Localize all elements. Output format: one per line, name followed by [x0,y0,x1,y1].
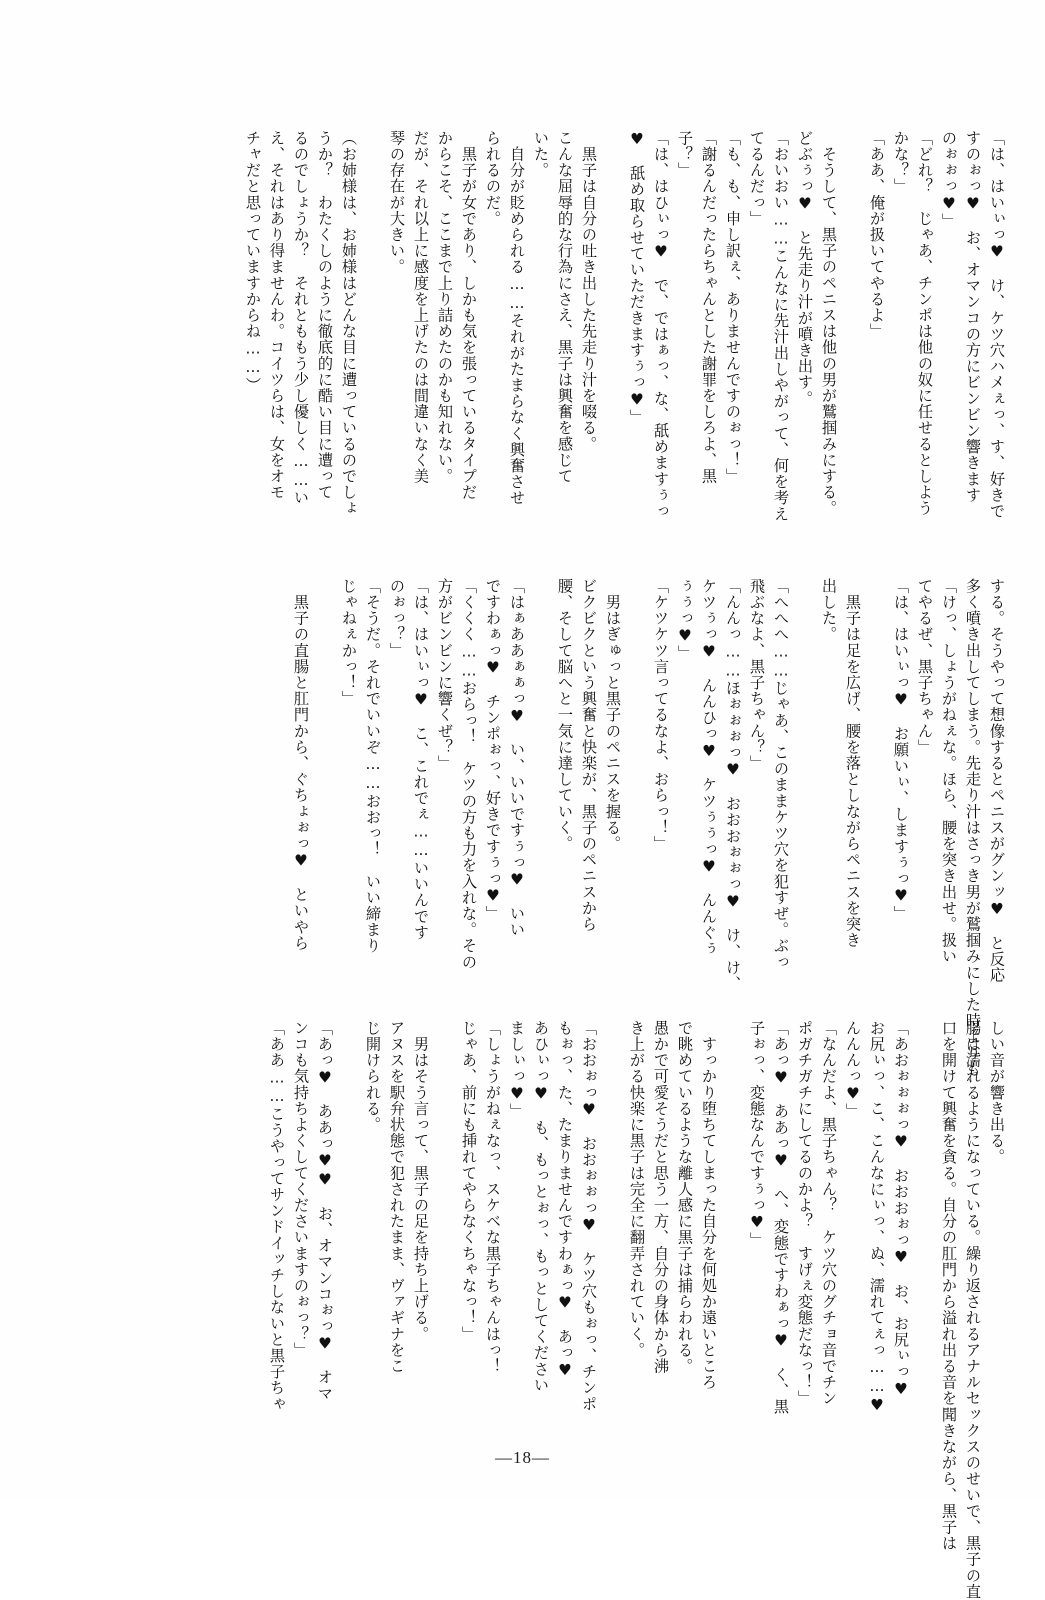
text-column: ンコも気持ちよくしてくださいますのぉっ？」 [292,1020,310,1359]
text-column: 「は、はいぃっ♥ け、ケツ穴ハメぇっ、す、好きで [988,130,1006,520]
text-column [908,1020,932,1430]
text-column [332,1020,356,1430]
text-column: こんな屈辱的な行為にさえ、黒子は興奮を感じて [556,130,574,485]
text-column: 「あっ♥ ああっ♥♥ お、オマンコぉっ♥ オマ [316,1020,334,1402]
text-column: いた。 [532,130,550,179]
text-column: ですわぁっ♥ チンポぉっ、好きですぅっ♥」 [484,578,502,922]
text-column: き上がる快楽に黒子は完全に翻弄されていく。 [628,1020,646,1359]
text-column: 黒子が女であり、しかも気を張っているタイプだ [460,130,478,501]
text-column: あひぃっ♥ も、もっとぉっ、もっとしてください [532,1020,550,1394]
text-column: 「そうだ。それでいいぞ……おおっ！ いい締まり [364,578,382,954]
text-column: 「ケツケツ言ってるなよ、おらっ！」 [652,578,670,852]
text-column: もぉっ、た、たまりませんですわぁっ♥ あっ♥ [556,1020,574,1380]
text-column [596,1020,620,1430]
text-column: てやるぜ、黒子ちゃん」 [916,578,934,756]
text-column: ♥ 舐め取らせていただきますぅっ♥」 [628,130,646,426]
text-column [716,1020,740,1430]
text-column: 腸は濡れるようになっている。繰り返されるアナルセックスのせいで、黒子の直 [964,1020,982,1600]
text-column: （お姉様は、お姉様はどんな目に遭っているのでしょ [340,130,358,517]
text-column: 子？」 [676,130,694,179]
text-column: お尻ぃっ、こ、こんなにぃっ、ぬ、濡れてぇっ……♥ [868,1020,886,1415]
text-column: 「けっ、しょうがねぇな。ほら、腰を突き出せ。扱い [940,578,958,965]
text-column: ビクビクという興奮と快楽が、黒子のペニスから [580,578,598,933]
text-column [308,578,332,998]
text-column: どぶぅっ♥ と先走り汁が噴き出す。 [796,130,814,407]
text-column: で眺めているような離人感に黒子は捕らわれる。 [676,1020,694,1375]
text-block-upper [44,130,1004,550]
text-column: 「は、はいぃっ♥ こ、これでぇ……いいんです [412,578,430,941]
text-column: からこそ、ここまで上り詰めたのかも知れない。 [436,130,454,485]
text-column [788,578,812,998]
text-column: する。そうやって想像するとペニスがグンッ♥ と反応 [988,578,1006,984]
text-column [860,578,884,998]
page-number: —18— [495,1448,550,1467]
text-column: 「くくく……おらっ！ ケツの方も力を入れな。その [460,578,478,970]
text-column: 「なんだよ、黒子ちゃん？ ケツ穴のグチョ音でチン [820,1020,838,1407]
text-column: しい音が響き出る。 [988,1020,1006,1165]
text-column [836,130,860,550]
text-column: 方がビンビンに響くぜ？」 [436,578,454,772]
text-column: じ開けられる。 [364,1020,382,1133]
text-column: 「おいおい……こんなに先汁出しやがって、何を考え [772,130,790,522]
text-column: 多く噴き出してしまう。先走り汁はさっき男が鷲掴みにした時よりも [964,578,982,1078]
text-column: 「あっ♥ ああっ♥ へ、変態ですわぁっ♥ く、黒 [772,1020,790,1415]
text-column: 「はぁああぁぁっ♥ い、いいですぅっ♥ いい [508,578,526,938]
text-column: 「しょうがねぇなっ、スケベな黒子ちゃんはっ！ [484,1020,502,1375]
text-column: 琴の存在が大きい。 [388,130,406,275]
text-column: 「んんっ……ほぉぉぉっ♥ おおおぉぉっ♥ け、け、 [724,578,742,992]
text-column: 男はそう言って、黒子の足を持ち上げる。 [412,1020,430,1342]
text-column: 出した。 [820,578,838,643]
text-column: じゃあ、前にも挿れてやらなくちゃなっ！」 [460,1020,478,1342]
text-column: るのでしょうか？ それとももう少し優しく……い [292,130,310,506]
text-column: 黒子は足を広げ、腰を落としながらペニスを突き [844,578,862,949]
text-column: 「あおぉぉぉっ♥ おおおぉっ♥ お、お尻ぃっ♥ [892,1020,910,1399]
text-column: のぉぉっ♥」 [940,130,958,230]
text-column [524,578,548,998]
text-column: 飛ぶなよ、黒子ちゃん？」 [748,578,766,772]
text-column: 「ああ……こうやってサンドイッチしないと黒子ちゃ [268,1020,286,1412]
text-column: 子ぉっ、変態なんですぅっ♥」 [748,1020,766,1249]
text-column: てるんだっ」 [748,130,766,227]
text-column: かな？」 [892,130,910,195]
text-column: うか？ わたくしのように徹底的に酷い目に遭って [316,130,334,501]
text-column: 黒子は自分の吐き出した先走り汁を啜る。 [580,130,598,452]
text-column: ケツぅっ♥ んんひっ♥ ケツぅぅっ♥ んんぐぅ [700,578,718,957]
text-column: だが、それ以上に感度を上げたのは間違いなく美 [412,130,430,485]
text-column: 自分が貶められる……それがたまらなく興奮させ [508,130,526,506]
text-column: 「おおぉっ♥ おおぉぉっ♥ ケツ穴もぉっ、チンポ [580,1020,598,1412]
text-column: じゃねぇかっ！」 [340,578,358,707]
text-column: られるのだ。 [484,130,502,227]
text-column: 「は、はひぃっ♥ で、ではぁっ、な、舐めますぅっ [652,130,670,520]
text-column: 黒子の直腸と肛門から、ぐちょぉっ♥ といやら [292,578,310,952]
text-column: ぅぅっ♥」 [676,578,694,662]
text-column [356,130,380,550]
text-column: 「謝るんだったらちゃんとした謝罪をしろよ、黒 [700,130,718,485]
text-column [428,1020,452,1430]
text-column: 「どれ？ じゃあ、チンポは他の奴に任せるとしよう [916,130,934,517]
text-column: すっかり堕ちてしまった自分を何処か遠いところ [700,1020,718,1391]
text-column: 「へへへ……じゃあ、このままケツ穴を犯すぜ。ぶっ [772,578,790,970]
text-column: ポガチガチにしてるのかよ？ すげぇ変態だなっ！」 [796,1020,814,1407]
text-column: んんんっ♥」 [844,1020,862,1120]
text-column: 「ああ、俺が扱いてやるよ」 [868,130,886,340]
text-column: ましぃっ♥」 [508,1020,526,1120]
text-column: 腰、そして脳へと一気に達していく。 [556,578,574,852]
text-column: 「は、はいぃっ♥ お願いぃ、しますぅっ♥」 [892,578,910,922]
text-column: 「も、も、申し訳ぇ、ありませんですのぉっ！」 [724,130,742,485]
text-column: アヌスを駅弁状態で犯されたまま、ヴァギナをこ [388,1020,406,1375]
text-column: 愚かで可愛そうだと思う一方、自分の身体から沸 [652,1020,670,1375]
text-column: 男はぎゅっと黒子のペニスを握る。 [604,578,622,852]
text-column: え、それはあり得ませんわ。コイツらは、女をオモ [268,130,286,501]
text-column: チャだと思っていますからね……） [244,130,262,394]
text-column: のぉっ？」 [388,578,406,659]
text-column [596,130,620,550]
text-column: 口を開けて興奮を貪る。自分の肛門から溢れ出る音を聞きながら、黒子は [940,1020,958,1552]
text-column: すのぉっ♥ お、オマンコの方にビンビン響きます [964,130,982,504]
text-column: そうして、黒子のペニスは他の男が鷲掴みにする。 [820,130,838,517]
text-column [620,578,644,998]
